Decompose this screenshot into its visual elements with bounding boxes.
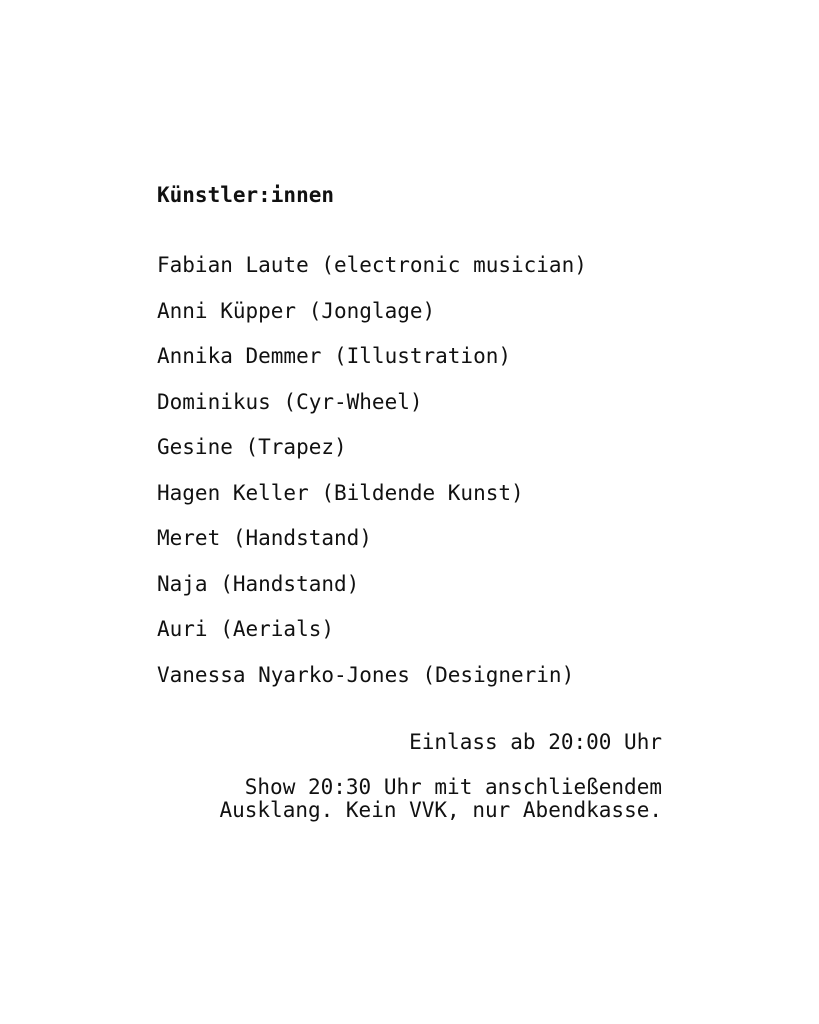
artist-item: Hagen Keller (Bildende Kunst) (157, 480, 524, 505)
entry-time-text: Einlass ab 20:00 Uhr (409, 730, 662, 754)
artist-list (157, 250, 587, 705)
artists-heading: Künstler:innen (157, 183, 335, 207)
artist-item: Auri (Aerials) (157, 617, 335, 641)
artist-item: Fabian Laute (electronic musician) (157, 253, 587, 277)
artist-item: Naja (Handstand) (157, 571, 360, 596)
show-info-text: Show 20:30 Uhr mit anschließendem Ausklang. Kein VVK, nur Abendkasse. (219, 775, 662, 822)
artist-item: Annika Demmer (Illustration) (157, 344, 512, 368)
artist-item: Anni Küpper (Jonglage) (157, 298, 436, 323)
artist-item: Dominikus (Cyr-Wheel) (157, 389, 423, 414)
artist-item: Vanessa Nyarko-Jones (Designerin) (157, 662, 575, 687)
artist-item: Gesine (Trapez) (157, 435, 347, 459)
artist-item: Meret (Handstand) (157, 526, 372, 550)
